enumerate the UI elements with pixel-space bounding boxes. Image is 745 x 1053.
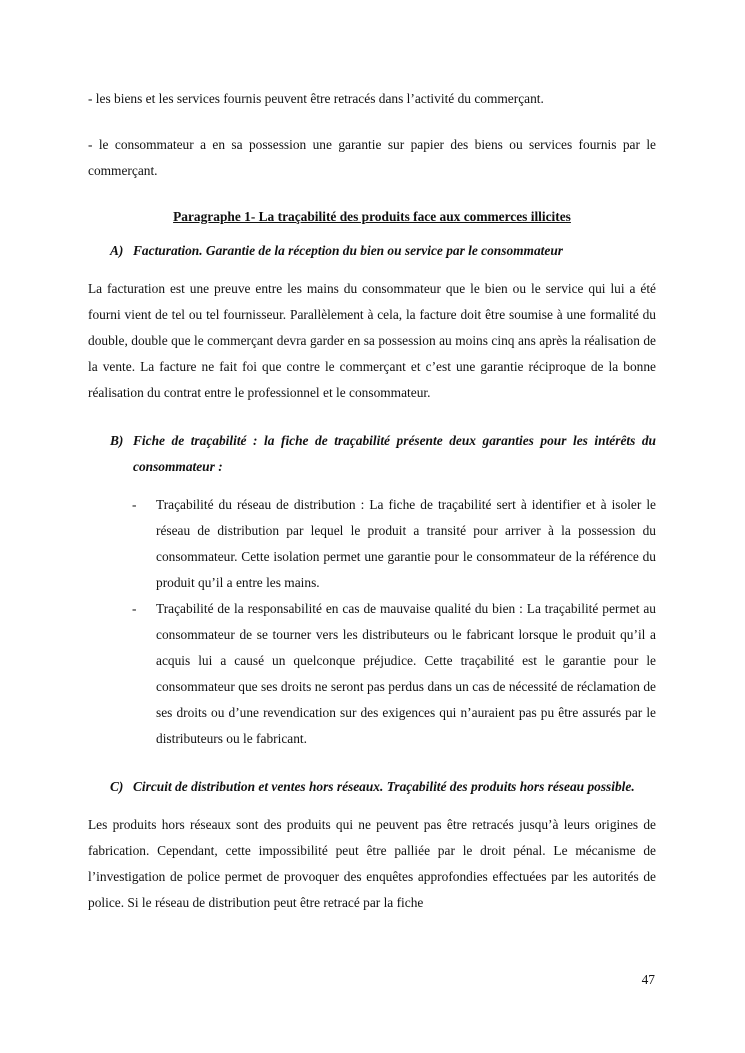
intro-line-1: - les biens et les services fournis peuvent être retracés dans l’activité du commerçant.: [88, 91, 544, 106]
section-c-body: Les produits hors réseaux sont des produits qui ne peuvent pas être retracés jusqu’à leurs origines de fabrication. Cependant, cette impossibilité peut être palliée par le droit pénal. Le mécanisme de l’investigation de police permet de provoquer des enquêtes approfondies effectuées par les autorités de police. Si le réseau de distribution peut être retracé par la fiche: [88, 817, 656, 910]
intro-line-2: - le consommateur a en sa possession une garantie sur papier des biens ou services fournis par le commerçant.: [88, 137, 656, 178]
paragraph-heading: Paragraphe 1- La traçabilité des produits face aux commerces illicites: [173, 209, 571, 224]
section-c-label: C): [110, 779, 124, 794]
section-b-title-text: Fiche de traçabilité : la fiche de traçabilité présente deux garanties pour les intérêts du consommateur :: [133, 433, 656, 474]
bullet-item: [88, 492, 656, 596]
bullet-item: [88, 596, 656, 752]
bullet-text: Traçabilité du réseau de distribution : La fiche de traçabilité sert à identifier et à isoler le réseau de distribution par lequel le produit a transité pour arriver à la possession du consommateur. Cette isolation permet une garantie pour le consommateur de la référence du produit qu’il a entre les mains.: [156, 497, 656, 590]
section-a-title: [88, 238, 656, 264]
section-a-title-text: Facturation. Garantie de la réception du bien ou service par le consommateur: [133, 243, 563, 258]
section-b-title: [88, 428, 656, 480]
section-b-bullets: [88, 492, 656, 752]
section-c-title: [88, 774, 656, 800]
bullet-text: Traçabilité de la responsabilité en cas de mauvaise qualité du bien : La traçabilité permet au consommateur de se tourner vers les distributeurs ou le fabricant lorsque le produit qu’il a acquis lui a causé un quelconque préjudice. Cette traçabilité est le garantie pour le consommateur que ses droits ne seront pas perdus dans un cas de nécessité de réclamation de ses droits ou d’une revendication sur des exigences qui n’auraient pas pu être assurés par le distributeurs ou le fabricant.: [156, 601, 656, 746]
section-a-body: La facturation est une preuve entre les mains du consommateur que le bien ou le service qui lui a été fourni vient de tel ou tel fournisseur. Parallèlement à cela, la facture doit être soumise à une formalité du double, double que le commerçant devra garder en sa possession au moins cinq ans après la réalisation de la vente. La facture ne fait foi que contre le commerçant et c’est une garantie réciproque de la bonne réalisation du contrat entre le professionnel et le consommateur.: [88, 281, 656, 400]
section-c-title-text: Circuit de distribution et ventes hors réseaux. Traçabilité des produits hors réseau possible.: [133, 779, 635, 794]
bullet-dash: -: [132, 497, 137, 512]
document-page: [88, 86, 656, 916]
section-b-label: B): [110, 433, 124, 448]
page-number: 47: [641, 972, 655, 987]
section-a-label: A): [110, 243, 124, 258]
bullet-dash: -: [132, 601, 137, 616]
